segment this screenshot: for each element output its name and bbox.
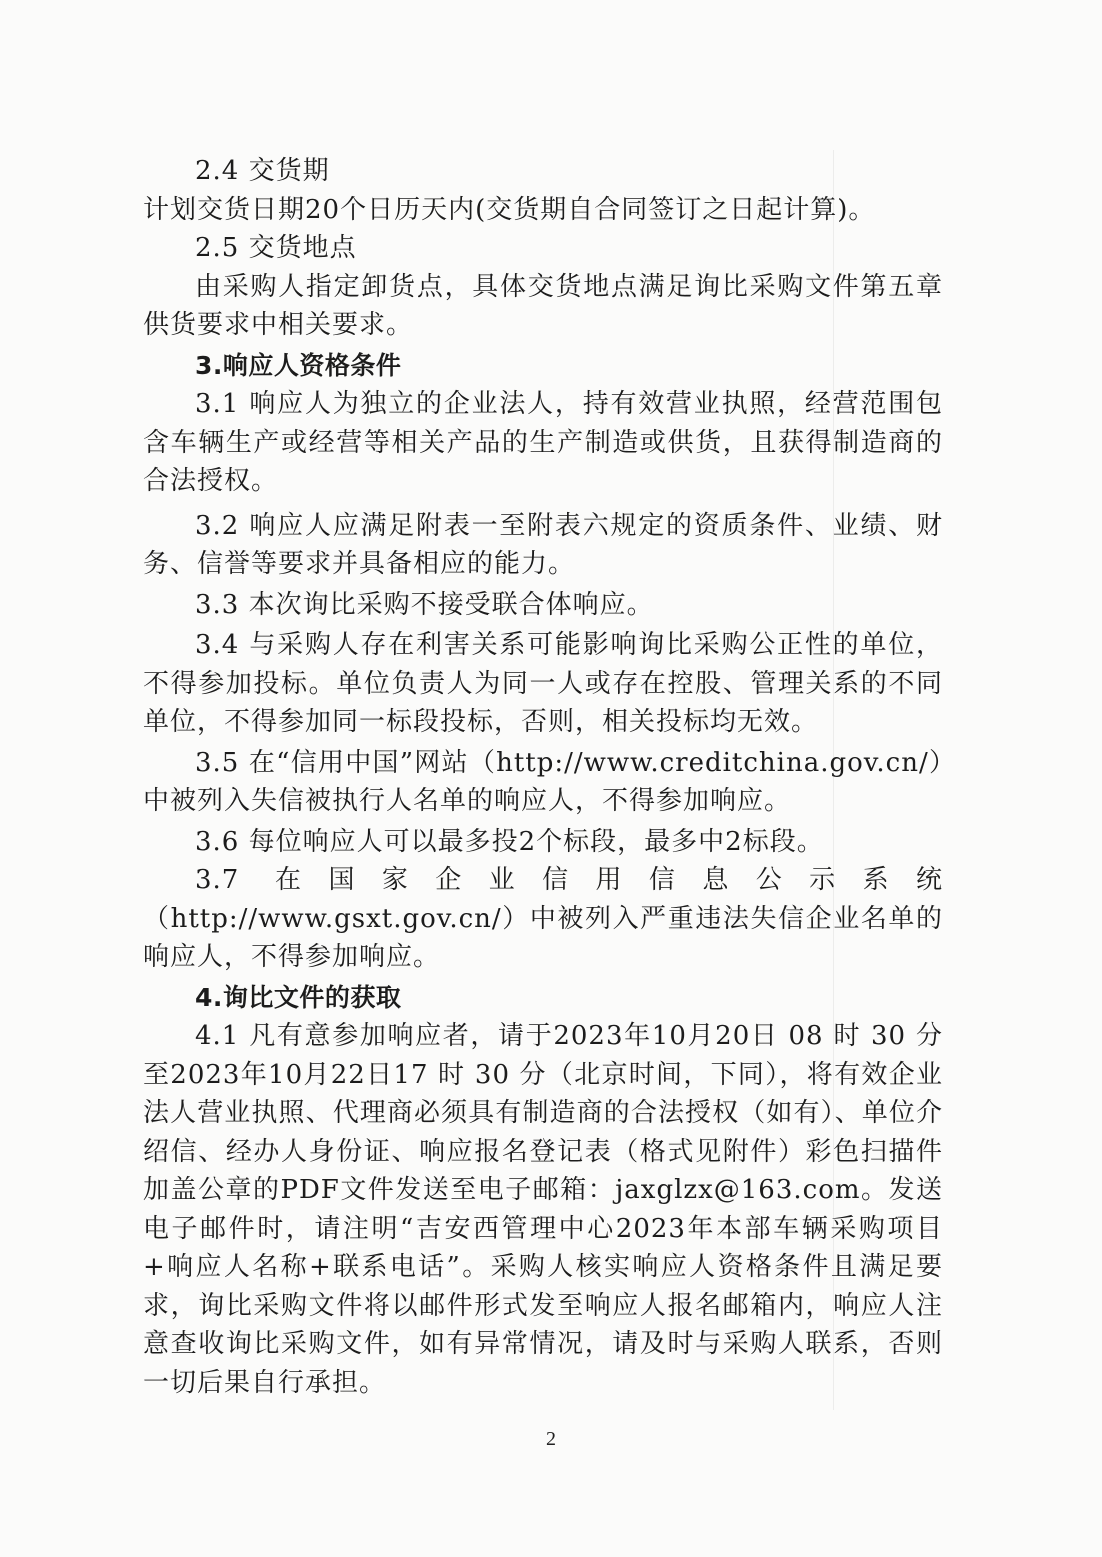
section-2-5-title: 2.5 交货地点 [195, 233, 357, 263]
section-3-2-text: 3.2 响应人应满足附表一至附表六规定的资质条件、业绩、财务、信誉等要求并具备相应的能力。 [143, 510, 943, 579]
section-4-1-text: 4.1 凡有意参加响应者，请于2023年10月20日 08 时 30 分至2023年10月22日17 时 30 分（北京时间，下同），将有效企业法人营业执照、代理商必须具有制造商的合法授权（如有）、单位介绍信、经办人身份证、响应报名登记表（格式见附件）彩色扫描件加盖公章的PDF文件发送至电子邮箱：jaxglzx@163.com。发送电子邮件时，请注明“吉安西管理中心2023年本部车辆采购项目+响应人名称+联系电话”。采购人核实响应人资格条件且满足要求，询比采购文件将以邮件形式发至响应人报名邮箱内，响应人注意查收询比采购文件，如有异常情况，请及时与采购人联系，否则一切后果自行承担。 [143, 1021, 943, 1398]
section-3-3-text: 3.3 本次询比采购不接受联合体响应。 [195, 589, 654, 620]
section-2-5-text: 由采购人指定卸货点，具体交货地点满足询比采购文件第五章供货要求中相关要求。 [143, 271, 943, 340]
section-3-1-text: 3.1 响应人为独立的企业法人，持有效营业执照，经营范围包含车辆生产或经营等相关产品的生产制造或供货，且获得制造商的合法授权。 [143, 389, 943, 496]
page-number: 2 [546, 1428, 556, 1450]
section-2-4-text: 计划交货日期20个日历天内(交货期自合同签订之日起计算)。 [143, 194, 876, 225]
section-3-7-text: 3.7 在国家企业信用信息公示系统（http://www.gsxt.gov.cn/）中被列入严重违法失信企业名单的响应人，不得参加响应。 [143, 865, 943, 972]
section-3-5-text: 3.5 在“信用中国”网站（http://www.creditchina.gov.cn/）中被列入失信被执行人名单的响应人，不得参加响应。 [143, 747, 943, 816]
document-body [143, 152, 943, 1402]
section-3-heading: 3.响应人资格条件 [195, 350, 402, 380]
section-3-4-text: 3.4 与采购人存在利害关系可能影响询比采购公正性的单位，不得参加投标。单位负责人为同一人或存在控股、管理关系的不同单位，不得参加同一标段投标，否则，相关投标均无效。 [143, 630, 943, 737]
section-2-4-title: 2.4 交货期 [195, 156, 330, 186]
section-3-6-text: 3.6 每位响应人可以最多投2个标段，最多中2标段。 [195, 826, 824, 857]
section-4-heading: 4.询比文件的获取 [195, 982, 402, 1012]
